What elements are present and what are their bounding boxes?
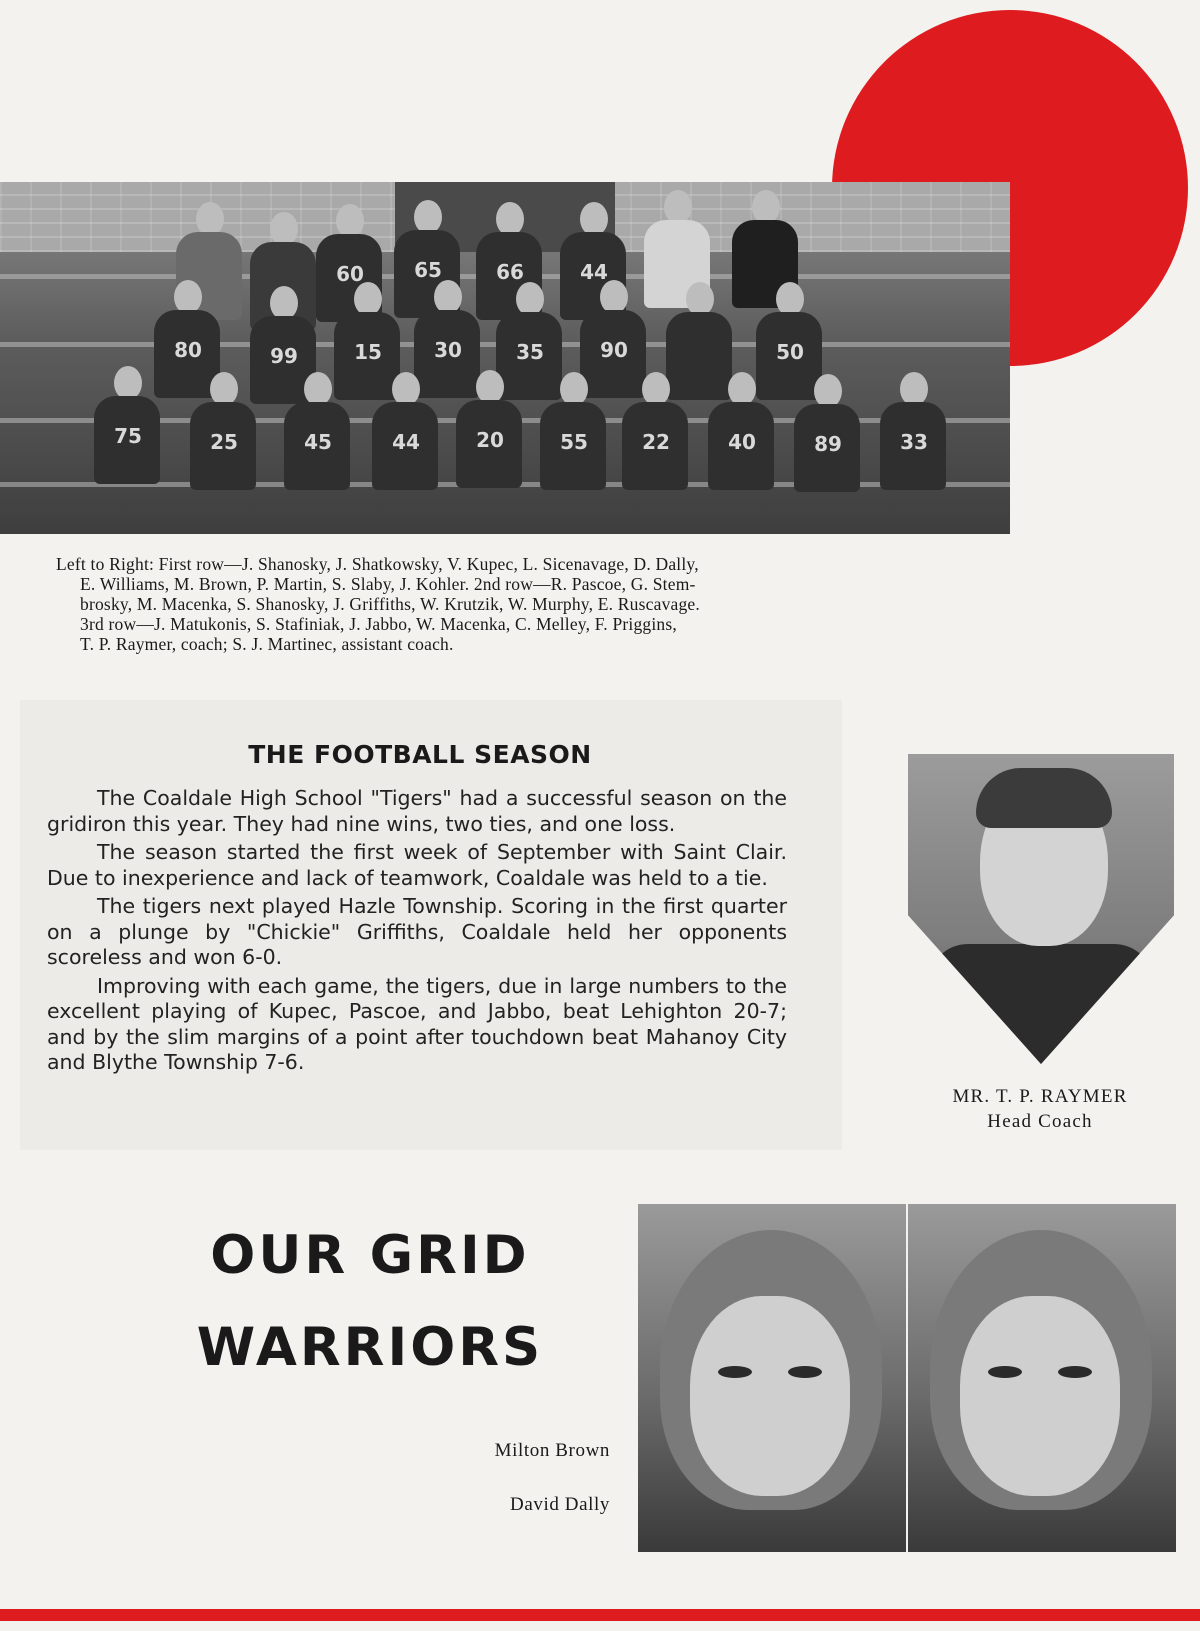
team-member: 66: [472, 202, 546, 320]
coach-caption: [910, 1084, 1170, 1134]
team-member: 44: [556, 202, 630, 320]
coach-hair: [976, 768, 1112, 828]
season-title: THE FOOTBALL SEASON: [248, 740, 592, 769]
team-member: 65: [390, 200, 464, 318]
team-member: 15: [330, 282, 404, 400]
season-paragraph: Improving with each game, the tigers, due in large numbers to the excellent playing of Kupec, Pascoe, and Jabbo, beat Lehighton 20-7; and by the slim margins of a point after touchdown beat Mahanoy City and Blythe Township 7-6.: [47, 973, 787, 1074]
team-member: 44: [368, 372, 442, 490]
team-member: 30: [410, 280, 484, 398]
warriors-heading-line: WARRIORS: [196, 1317, 544, 1378]
warriors-heading: [150, 1210, 590, 1394]
team-photo: [0, 182, 1010, 534]
team-member: 45: [280, 372, 354, 490]
player-portrait: [908, 1204, 1176, 1552]
team-member: 90: [576, 280, 650, 398]
caption-line: brosky, M. Macenka, S. Shanosky, J. Griffiths, W. Krutzik, W. Murphy, E. Ruscavage.: [80, 594, 700, 614]
season-article: [47, 786, 787, 1079]
caption-line: T. P. Raymer, coach; S. J. Martinec, assistant coach.: [80, 634, 454, 654]
caption-line: E. Williams, M. Brown, P. Martin, S. Slaby, J. Kohler. 2nd row—R. Pascoe, G. Stem-: [80, 574, 696, 594]
caption-line: Left to Right: First row—J. Shanosky, J. Shatkowsky, V. Kupec, L. Sicenavage, D. Dally,: [56, 554, 699, 574]
team-member: 20: [452, 370, 526, 488]
team-member: 22: [618, 372, 692, 490]
season-paragraph: The season started the first week of September with Saint Clair. Due to inexperience and lack of teamwork, Coaldale was held to a tie.: [47, 840, 787, 890]
player-portrait: [638, 1204, 906, 1552]
coach-name: MR. T. P. RAYMER: [952, 1086, 1128, 1107]
team-member: 25: [186, 372, 260, 490]
season-paragraph: The tigers next played Hazle Township. Scoring in the first quarter on a plunge by "Chickie" Griffiths, Coaldale held her opponents scoreless and won 6-0.: [47, 894, 787, 969]
team-photo-caption: [56, 554, 956, 654]
player-name: Milton Brown: [494, 1440, 610, 1461]
player-face: [690, 1296, 850, 1496]
team-member: 75: [90, 366, 164, 484]
coach-role: Head Coach: [987, 1111, 1093, 1132]
team-member: 55: [536, 372, 610, 490]
player-name: David Dally: [510, 1494, 610, 1515]
team-member: 35: [492, 282, 566, 400]
team-member: 99: [246, 286, 320, 404]
team-member: 80: [150, 280, 224, 398]
team-member: 40: [704, 372, 778, 490]
warriors-heading-line: OUR GRID: [210, 1225, 530, 1286]
player-face: [960, 1296, 1120, 1496]
caption-line: 3rd row—J. Matukonis, S. Stafiniak, J. Jabbo, W. Macenka, C. Melley, F. Priggins,: [80, 614, 677, 634]
team-member: 60: [312, 204, 386, 322]
bottom-red-rule: [0, 1609, 1200, 1621]
team-member: 33: [876, 372, 950, 490]
season-paragraph: The Coaldale High School "Tigers" had a successful season on the gridiron this year. They had nine wins, two ties, and one loss.: [47, 786, 787, 836]
team-member: 89: [790, 374, 864, 492]
team-member: 50: [752, 282, 826, 400]
